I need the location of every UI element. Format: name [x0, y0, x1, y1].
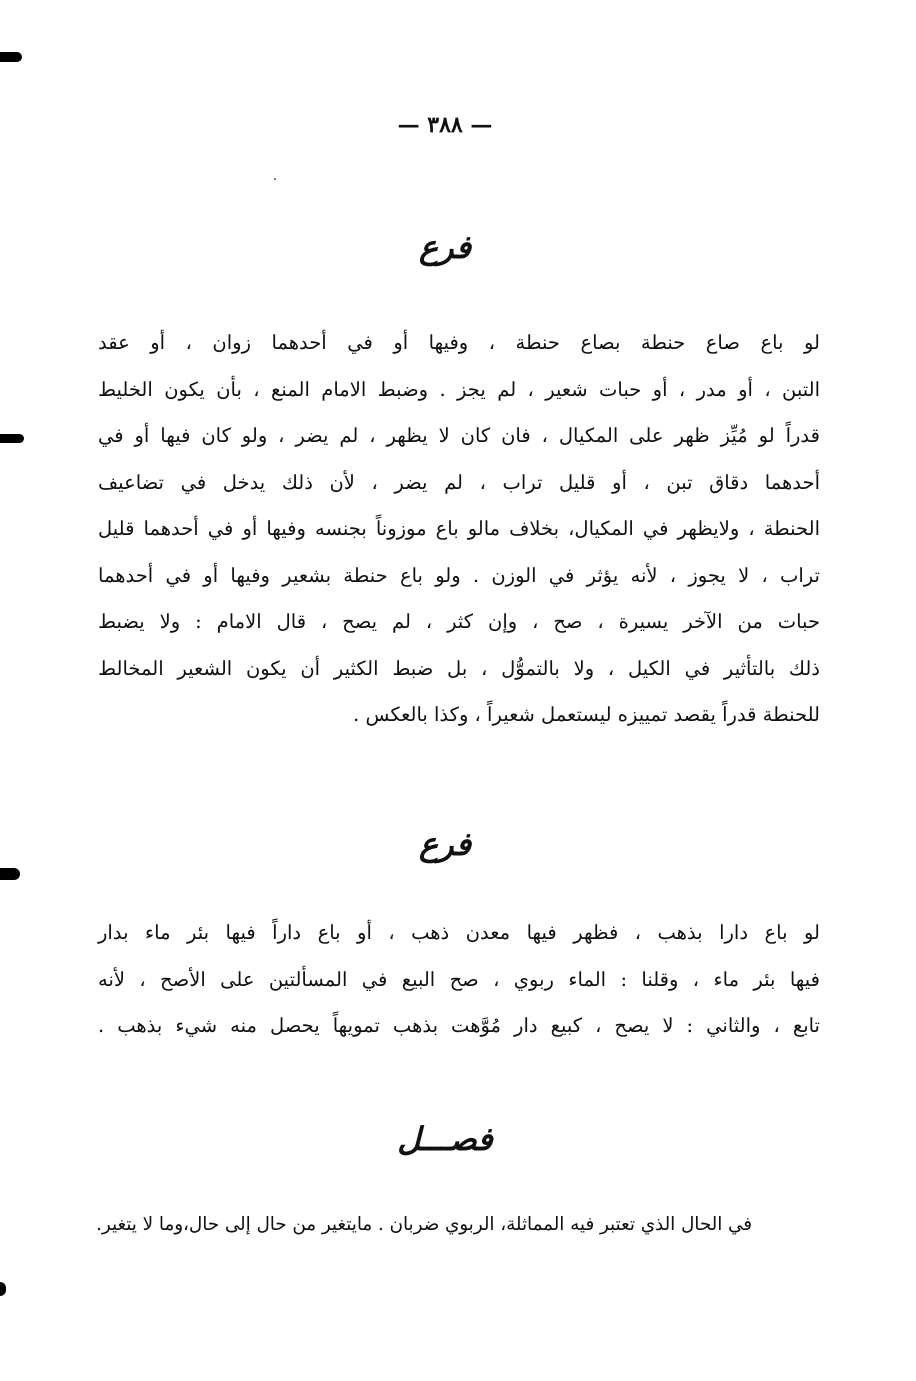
- scan-edge-mark: [0, 434, 24, 443]
- scan-edge-mark: [0, 1282, 6, 1296]
- scan-speck: [274, 178, 276, 180]
- page-number: — ٣٨٨ —: [397, 112, 493, 138]
- text-line: لو باع دارا بذهب ، فظهر فيها معدن ذهب ، أو باع داراً فيها بئر ماء بدار: [98, 921, 820, 944]
- text-line: تابع ، والثاني : لا يصح ، كبيع دار مُوَّهت بذهب تمويهاً يحصل منه شيء بذهب .: [98, 1014, 820, 1037]
- text-line: في الحال الذي تعتبر فيه المماثلة، الربوي ضربان . مايتغير من حال إلى حال،وما لا يتغير.: [96, 1214, 752, 1235]
- text-line: أحدهما دقاق تبن ، أو قليل تراب ، لم يضر ، لأن ذلك يدخل في تضاعيف: [98, 470, 820, 494]
- paragraph: [98, 910, 820, 1050]
- text-line: ذلك بالتأثير في الكيل ، ولا بالتموُّل ، بل ضبط الكثير أن يكون الشعير المخالط: [98, 656, 820, 680]
- text-line: فيها بئر ماء ، وقلنا : الماء ربوي ، صح البيع في المسألتين على الأصح ، لأنه: [98, 967, 820, 991]
- text-line: للحنطة قدراً يقصد تمييزه ليستعمل شعيراً ، وكذا بالعكس .: [353, 703, 820, 726]
- section-heading: فرع: [418, 228, 472, 266]
- text-line: التبن ، أو مدر ، أو حبات شعير ، لم يجز . وضبط الامام المنع ، بأن يكون الخليط: [98, 377, 820, 401]
- paragraph: [98, 320, 820, 739]
- text-line: حبات من الآخر يسيرة ، صح ، وإن كثر ، لم يصح ، قال الامام : ولا يضبط: [98, 610, 820, 633]
- text-line: لو باع صاع حنطة بصاع حنطة ، وفيها أو في أحدهما زوان ، أو عقد: [98, 331, 820, 354]
- text-line: قدراً لو مُيِّز ظهر على المكيال ، فان كان لا يظهر ، لم يضر ، ولو كان فيها أو في: [98, 424, 820, 447]
- scan-edge-mark: [0, 52, 22, 62]
- text-line: تراب ، لا يجوز ، لأنه يؤثر في الوزن . ولو باع حنطة بشعير وفيها أو في أحدهما: [98, 563, 820, 587]
- section-heading: فصـــل: [397, 1120, 493, 1158]
- text-line: الحنطة ، ولايظهر في المكيال، بخلاف مالو باع موزوناً بجنسه وفيها أو في أحدهما قليل: [98, 517, 820, 540]
- scan-edge-mark: [0, 868, 20, 880]
- section-heading: فرع: [418, 825, 472, 863]
